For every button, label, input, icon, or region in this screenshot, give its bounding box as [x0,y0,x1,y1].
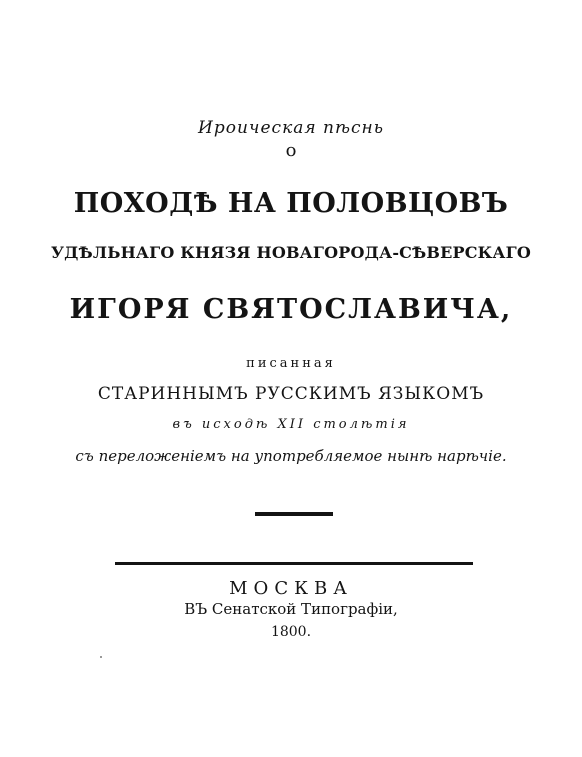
imprint-city: МОСКВА [229,578,353,599]
language-line: СТАРИННЫМЪ РУССКИМЪ ЯЗЫКОМЪ [97,384,485,404]
subtitle: Ироическая пѣснь [198,118,384,138]
century-line: въ исходѣ XII столѣтія [172,417,410,432]
short-divider-rule [255,512,333,516]
long-divider-rule [115,562,473,565]
prince-name: ИГОРЯ СВЯТОСЛАВИЧА, [69,294,513,325]
paper-speck [100,656,102,658]
connector-word: о [285,140,297,161]
prince-line: УДѢЛЬНАГО КНЯЗЯ НОВАГОРОДА-СѢВЕРСКАГО [50,243,532,262]
translation-line: съ переложенiемъ на употребляемое нынѣ нарѣчiе. [75,447,507,465]
imprint-year: 1800. [270,624,312,640]
main-title: ПОХОДѢ НА ПОЛОВЦОВЪ [73,188,509,219]
imprint-press: ВЪ Сенатской Типографiи, [184,600,398,618]
written-line: писанная [246,356,336,371]
